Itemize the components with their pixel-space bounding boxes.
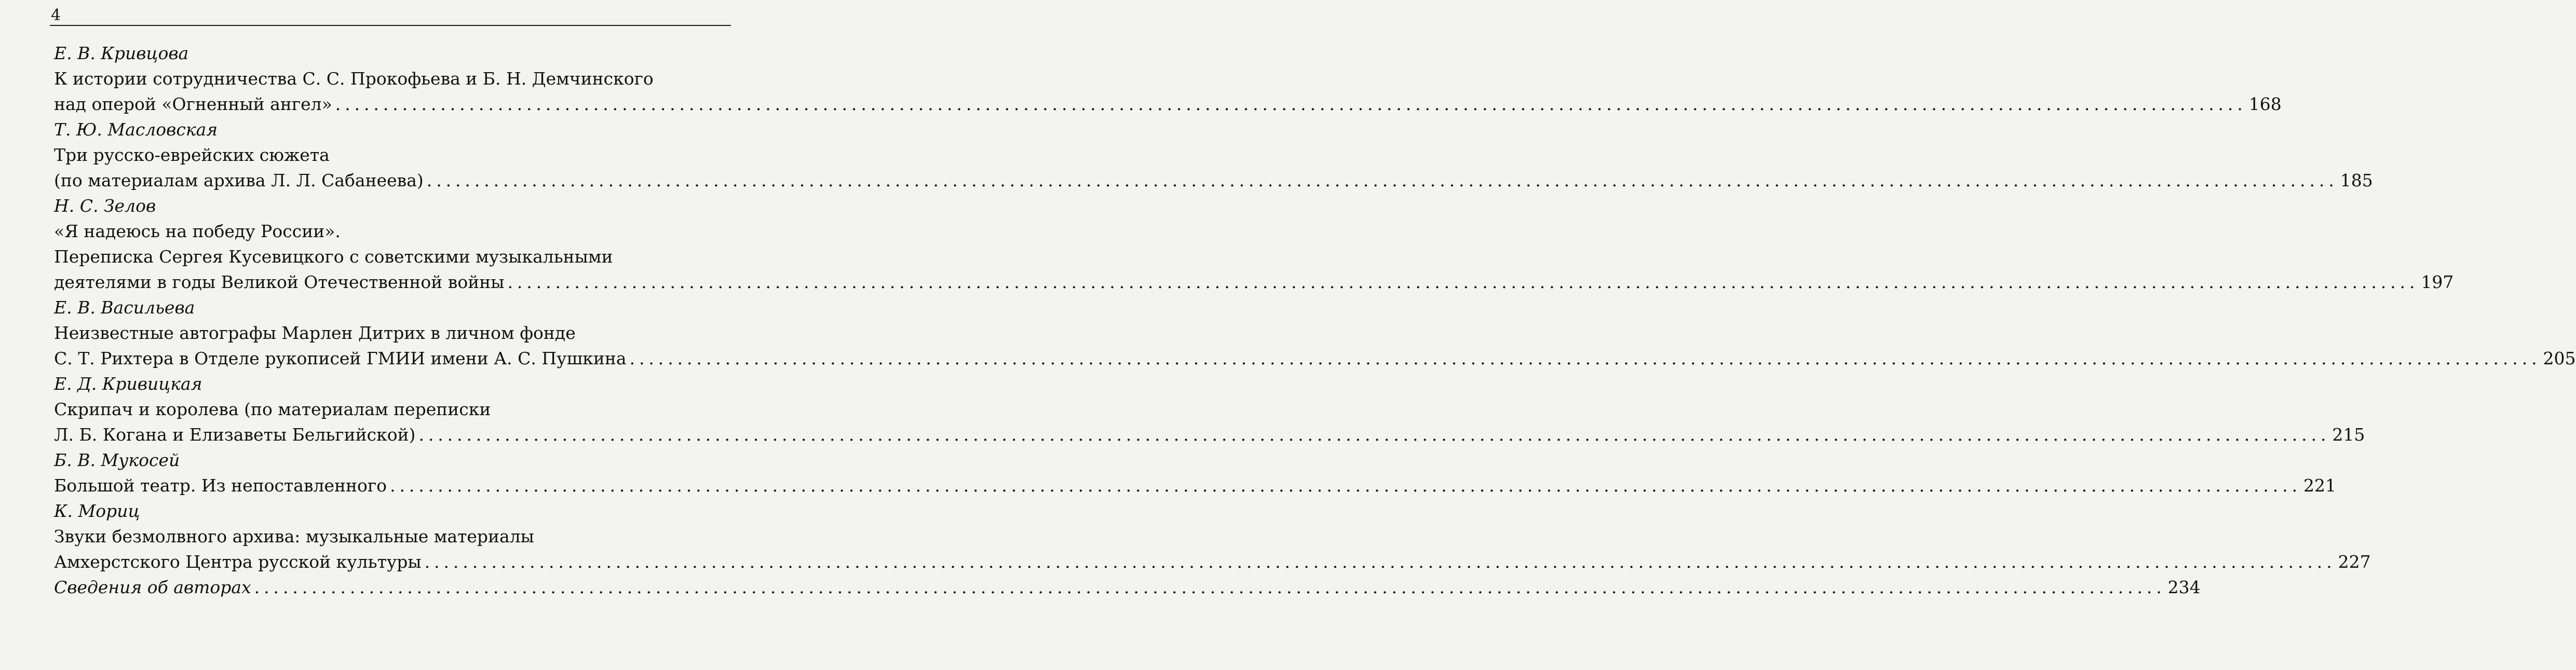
entry-title-line: К истории сотрудничества С. С. Прокофьева и Б. Н. Демчинского [54,69,654,89]
entry-title-last-line [54,269,2454,295]
toc-entry [54,447,2337,498]
entry-author: Н. С. Зелов [54,196,156,216]
entry-author: Т. Ю. Масловская [54,119,218,140]
entry-title-line: Звуки безмолвного архива: музыкальные материалы [54,526,534,546]
toc-entry [54,40,2282,117]
entry-author: Е. Д. Кривицкая [54,374,202,394]
entry-title-text: С. Т. Рихтера в Отделе рукописей ГМИИ имени А. С. Пушкина [54,348,627,368]
entry-title-text: Сведения об авторах [54,577,251,597]
entry-page-number: 221 [2303,475,2337,496]
entry-author: Е. В. Кривцова [54,43,189,63]
entry-title-text: деятелями в годы Великой Отечественной войны [54,272,505,292]
entry-page-number: 168 [2248,94,2282,114]
entry-page-number: 185 [2340,170,2373,190]
leader-dots: ........................................................................................................................................................................................................ [629,348,2541,368]
entry-title-line: «Я надеюсь на победу России». [54,221,341,241]
entry-title-text: (по материалам архива Л. Л. Сабанеева) [54,170,424,190]
toc-entry-authors-info [54,575,2201,600]
entry-title-line: Три русско-еврейских сюжета [54,145,330,165]
leader-dots: ........................................................................................................................................................................................................ [335,94,2247,114]
entry-page-number: 234 [2167,577,2201,597]
leader-dots: ........................................................................................................................................................................................................ [507,272,2419,292]
entry-title-line: Скрипач и королева (по материалам переписки [54,399,491,419]
entry-title-last-line [54,422,2365,447]
toc-entry [54,295,2576,371]
entry-title-text: над оперой «Огненный ангел» [54,94,332,114]
leader-dots: ........................................................................................................................................................................................................ [390,475,2302,496]
entry-title-last-line [54,91,2282,117]
entry-title-last-line [54,168,2373,193]
entry-author: К. Мориц [54,501,140,521]
leader-dots: ........................................................................................................................................................................................................ [426,170,2338,190]
entry-page-number: 227 [2338,552,2371,572]
leader-dots: ........................................................................................................................................................................................................ [424,552,2336,572]
entry-title-last-line [54,575,2201,600]
entry-page-number: 205 [2543,348,2576,368]
toc-entry [54,117,2373,193]
entry-title-last-line [54,346,2576,371]
entry-title-line: Неизвестные автографы Марлен Дитрих в личном фонде [54,323,576,343]
entry-title-text: Амхерстского Центра русской культуры [54,552,422,572]
header-rule [50,25,731,26]
toc-entry [54,371,2365,447]
entry-title-line: Переписка Сергея Кусевицкого с советскими музыкальными [54,247,613,267]
entry-title-last-line [54,549,2371,575]
entry-page-number: 197 [2421,272,2454,292]
entry-page-number: 215 [2332,425,2365,445]
leader-dots: ........................................................................................................................................................................................................ [254,577,2166,597]
entry-title-last-line [54,473,2337,498]
entry-author: Е. В. Васильева [54,297,195,318]
entry-author: Б. В. Мукосей [54,450,180,470]
page-number: 4 [51,6,61,24]
leader-dots: ........................................................................................................................................................................................................ [418,425,2330,445]
toc-entry [54,498,2371,575]
entry-title-text: Большой театр. Из непоставленного [54,475,387,496]
entry-title-text: Л. Б. Когана и Елизаветы Бельгийской) [54,425,416,445]
table-of-contents [54,40,2576,600]
toc-entry [54,193,2454,295]
